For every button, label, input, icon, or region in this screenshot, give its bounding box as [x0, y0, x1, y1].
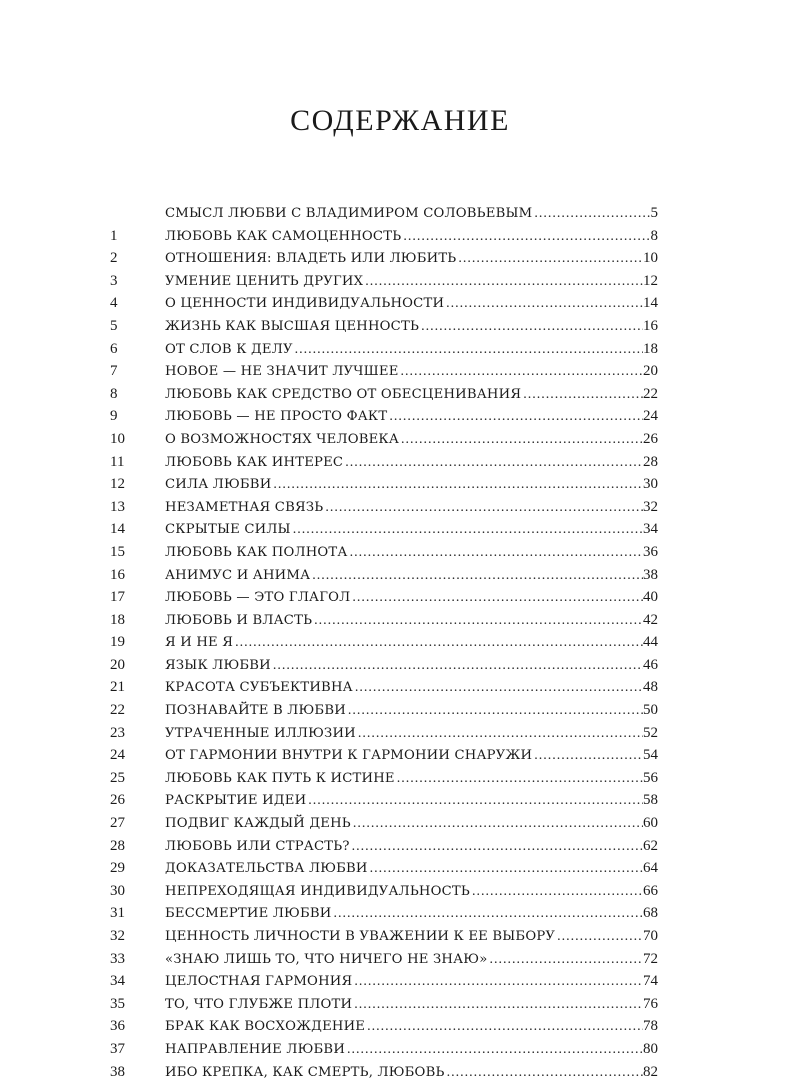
- toc-dot-leader: [345, 1039, 643, 1062]
- toc-entry[interactable]: [110, 812, 658, 835]
- toc-entry-number: 7: [110, 363, 118, 380]
- toc-entry[interactable]: [110, 993, 658, 1016]
- toc-entry-page: 30: [643, 476, 658, 493]
- toc-entry-page: 20: [643, 363, 658, 380]
- toc-entry[interactable]: [110, 722, 658, 745]
- toc-dot-leader: [419, 316, 643, 339]
- toc-entry[interactable]: [110, 767, 658, 790]
- toc-entry-page: 38: [643, 566, 658, 583]
- toc-entry-number: 25: [110, 769, 125, 786]
- toc-entry-page: 76: [643, 995, 658, 1012]
- toc-entry-title: РАСКРЫТИЕ ИДЕИ: [165, 793, 307, 809]
- toc-entry-number: 18: [110, 611, 125, 628]
- toc-entry-title: ЦЕННОСТЬ ЛИЧНОСТИ В УВАЖЕНИИ К ЕЕ ВЫБОРУ: [165, 929, 556, 944]
- toc-entry-title: НОВОЕ — НЕ ЗНАЧИТ ЛУЧШЕЕ: [165, 364, 399, 380]
- toc-dot-leader: [310, 565, 643, 588]
- toc-entry-title: СМЫСЛ ЛЮБВИ С ВЛАДИМИРОМ СОЛОВЬЕВЫМ: [165, 206, 533, 221]
- toc-entry-page: 66: [643, 882, 658, 899]
- toc-entry-page: 8: [650, 227, 658, 244]
- toc-entry-page: 50: [643, 702, 658, 719]
- toc-entry-number: 26: [110, 792, 125, 809]
- toc-entry[interactable]: [110, 428, 658, 451]
- toc-entry-title: ЛЮБОВЬ — НЕ ПРОСТО ФАКТ: [165, 409, 388, 425]
- toc-entry[interactable]: [110, 609, 658, 632]
- toc-entry-number: 34: [110, 973, 125, 990]
- toc-entry[interactable]: [110, 270, 658, 293]
- toc-entry-page: 72: [643, 950, 658, 967]
- toc-entry-number: 36: [110, 1018, 125, 1035]
- toc-entry-page: 58: [643, 792, 658, 809]
- toc-dot-leader: [293, 339, 643, 362]
- toc-entry-number: 23: [110, 724, 125, 741]
- toc-dot-leader: [363, 271, 643, 294]
- toc-entry-number: 13: [110, 498, 125, 515]
- toc-entry-number: 27: [110, 815, 125, 832]
- toc-entry-page: 78: [643, 1018, 658, 1035]
- toc-entry-page: 70: [643, 928, 658, 944]
- toc-entry[interactable]: [110, 925, 658, 948]
- toc-entry-title: БРАК КАК ВОСХОЖДЕНИЕ: [165, 1019, 366, 1035]
- toc-entry-page: 18: [643, 340, 658, 357]
- toc-dot-leader: [387, 406, 643, 429]
- toc-dot-leader: [395, 768, 643, 791]
- toc-entry-title: БЕССМЕРТИЕ ЛЮБВИ: [165, 906, 332, 922]
- toc-entry[interactable]: [110, 676, 658, 699]
- toc-entry[interactable]: [110, 202, 658, 225]
- toc-entry-title: ЖИЗНЬ КАК ВЫСШАЯ ЦЕННОСТЬ: [165, 318, 420, 334]
- toc-entry-page: 16: [643, 317, 658, 334]
- toc-entry-number: 2: [110, 250, 118, 267]
- toc-dot-leader: [399, 361, 643, 384]
- toc-entry-number: 19: [110, 634, 125, 651]
- toc-entry[interactable]: [110, 247, 658, 270]
- toc-entry-page: 82: [643, 1063, 658, 1080]
- toc-entry[interactable]: [110, 518, 658, 541]
- toc-dot-leader: [350, 587, 643, 610]
- toc-dot-leader: [365, 1016, 643, 1039]
- toc-entry-page: 60: [643, 815, 658, 832]
- toc-entry-number: 33: [110, 950, 125, 967]
- toc-entry[interactable]: [110, 473, 658, 496]
- toc-entry[interactable]: [110, 383, 658, 406]
- toc-dot-leader: [233, 632, 643, 655]
- toc-entry-title: ЛЮБОВЬ И ВЛАСТЬ: [165, 612, 313, 628]
- toc-entry-page: 80: [643, 1040, 658, 1057]
- toc-entry[interactable]: [110, 338, 658, 361]
- toc-entry[interactable]: [110, 586, 658, 609]
- toc-entry-page: 62: [643, 837, 658, 854]
- toc-entry-number: 16: [110, 566, 125, 583]
- toc-dot-leader: [312, 610, 643, 633]
- toc-entry-number: 14: [110, 521, 125, 538]
- toc-entry[interactable]: [110, 564, 658, 587]
- toc-entry-page: 34: [643, 521, 658, 538]
- page-title: СОДЕРЖАНИЕ: [290, 104, 510, 137]
- toc-entry[interactable]: [110, 315, 658, 338]
- toc-entry-title: ТО, ЧТО ГЛУБЖЕ ПЛОТИ: [165, 996, 353, 1012]
- toc-entry-title: КРАСОТА СУБЪЕКТИВНА: [165, 680, 353, 696]
- toc-dot-leader: [399, 429, 643, 452]
- toc-dot-leader: [351, 813, 643, 836]
- toc-entry-page: 54: [643, 747, 658, 764]
- toc-entry-title: ДОКАЗАТЕЛЬСТВА ЛЮБВИ: [165, 861, 368, 877]
- toc-entry-number: 32: [110, 928, 125, 944]
- toc-entry-number: 12: [110, 476, 125, 493]
- toc-dot-leader: [291, 519, 643, 542]
- toc-dot-leader: [306, 790, 643, 813]
- toc-entry-page: 44: [643, 634, 658, 651]
- toc-entry[interactable]: [110, 744, 658, 767]
- toc-entry-number: 22: [110, 702, 125, 719]
- toc-dot-leader: [271, 474, 643, 497]
- toc-dot-leader: [368, 858, 643, 881]
- toc-dot-leader: [350, 836, 643, 859]
- toc-entry-number: 8: [110, 385, 118, 402]
- toc-dot-leader: [352, 994, 643, 1017]
- toc-entry-page: 12: [643, 272, 658, 289]
- toc-entry-page: 36: [643, 543, 658, 560]
- toc-entry-title: О ЦЕННОСТИ ИНДИВИДУАЛЬНОСТИ: [165, 296, 445, 312]
- toc-entry[interactable]: [110, 699, 658, 722]
- toc-dot-leader: [445, 1062, 643, 1084]
- toc-entry-page: 5: [650, 205, 658, 221]
- toc-entry-number: 9: [110, 408, 118, 425]
- toc-entry-number: 20: [110, 656, 125, 673]
- toc-entry[interactable]: [110, 451, 658, 474]
- toc-dot-leader: [323, 497, 643, 520]
- toc-entry-number: 30: [110, 882, 125, 899]
- toc-entry-title: НЕЗАМЕТНАЯ СВЯЗЬ: [165, 499, 324, 515]
- toc-entry[interactable]: [110, 292, 658, 315]
- toc-entry-number: 10: [110, 430, 125, 447]
- toc-entry-title: НЕПРЕХОДЯЩАЯ ИНДИВИДУАЛЬНОСТЬ: [165, 883, 471, 899]
- toc-entry[interactable]: [110, 970, 658, 993]
- toc-entry-page: 26: [643, 430, 658, 447]
- toc-entry-title: УТРАЧЕННЫЕ ИЛЛЮЗИИ: [165, 725, 356, 741]
- toc-entry-number: 3: [110, 272, 118, 289]
- toc-entry-number: 21: [110, 679, 125, 696]
- toc-dot-leader: [353, 677, 643, 700]
- toc-entry-page: 56: [643, 769, 658, 786]
- toc-entry-title: ЛЮБОВЬ — ЭТО ГЛАГОЛ: [165, 590, 351, 606]
- toc-dot-leader: [401, 226, 650, 249]
- toc-entry-number: 15: [110, 543, 125, 560]
- toc-entry-title: ОТ ГАРМОНИИ ВНУТРИ К ГАРМОНИИ СНАРУЖИ: [165, 748, 533, 764]
- toc-entry-number: 4: [110, 295, 118, 312]
- toc-entry-title: ЛЮБОВЬ КАК ПУТЬ К ИСТИНЕ: [165, 770, 395, 786]
- toc-entry-number: 24: [110, 747, 125, 764]
- toc-entry-number: 38: [110, 1063, 125, 1080]
- toc-entry[interactable]: [110, 789, 658, 812]
- toc-dot-leader: [444, 293, 643, 316]
- toc-entry-page: 46: [643, 656, 658, 673]
- toc-entry-title: СИЛА ЛЮБВИ: [165, 477, 272, 493]
- toc-dot-leader: [532, 203, 650, 226]
- toc-dot-leader: [470, 881, 643, 904]
- toc-dot-leader: [352, 971, 643, 994]
- toc-entry-page: 32: [643, 498, 658, 515]
- toc-entry-title: ПОДВИГ КАЖДЫЙ ДЕНЬ: [165, 816, 351, 832]
- toc-entry[interactable]: [110, 654, 658, 677]
- toc-dot-leader: [271, 655, 643, 678]
- toc-dot-leader: [356, 723, 643, 746]
- toc-entry-page: 24: [643, 408, 658, 425]
- toc-entry[interactable]: [110, 948, 658, 971]
- toc-dot-leader: [331, 903, 643, 926]
- toc-entry[interactable]: [110, 902, 658, 925]
- toc-entry[interactable]: [110, 1038, 658, 1061]
- toc-dot-leader: [343, 452, 643, 475]
- toc-entry-title: ОТ СЛОВ К ДЕЛУ: [165, 341, 293, 357]
- toc-entry[interactable]: [110, 541, 658, 564]
- toc-dot-leader: [488, 949, 643, 972]
- toc-entry-number: 28: [110, 837, 125, 854]
- toc-entry-title: УМЕНИЕ ЦЕНИТЬ ДРУГИХ: [165, 273, 364, 289]
- toc-entry-title: ЛЮБОВЬ ИЛИ СТРАСТЬ?: [165, 838, 350, 854]
- toc-entry-number: 5: [110, 317, 118, 334]
- toc-entry[interactable]: [110, 835, 658, 858]
- toc-dot-leader: [456, 248, 643, 271]
- toc-entry-page: 28: [643, 453, 658, 470]
- toc-entry-title: ОТНОШЕНИЯ: ВЛАДЕТЬ ИЛИ ЛЮБИТЬ: [165, 251, 457, 267]
- toc-entry-page: 64: [643, 860, 658, 877]
- toc-entry-number: 11: [110, 453, 125, 470]
- toc-entry-page: 14: [643, 295, 658, 312]
- toc-entry[interactable]: [110, 1061, 658, 1084]
- toc-entry[interactable]: [110, 225, 658, 248]
- toc-dot-leader: [521, 384, 643, 407]
- toc-entry[interactable]: [110, 360, 658, 383]
- toc-entry-number: 1: [110, 227, 118, 244]
- toc-entry-page: 68: [643, 905, 658, 922]
- toc-entry-page: 42: [643, 611, 658, 628]
- toc-entry[interactable]: [110, 496, 658, 519]
- toc-entry-number: 37: [110, 1040, 125, 1057]
- toc-dot-leader: [348, 542, 643, 565]
- toc-entry-page: 22: [643, 385, 658, 402]
- toc-entry[interactable]: [110, 405, 658, 428]
- toc-entry-title: ЛЮБОВЬ КАК ПОЛНОТА: [165, 544, 348, 560]
- toc-entry-title: ИБО КРЕПКА, КАК СМЕРТЬ, ЛЮБОВЬ: [165, 1064, 445, 1080]
- toc-dot-leader: [532, 745, 643, 768]
- toc-entry-title: СКРЫТЫЕ СИЛЫ: [165, 522, 291, 538]
- toc-dot-leader: [555, 926, 643, 949]
- toc-entry-title: ЛЮБОВЬ КАК САМОЦЕННОСТЬ: [165, 228, 402, 244]
- toc-entry-title: «ЗНАЮ ЛИШЬ ТО, ЧТО НИЧЕГО НЕ ЗНАЮ»: [165, 951, 488, 967]
- toc-entry[interactable]: [110, 857, 658, 880]
- toc-entry-page: 40: [643, 589, 658, 606]
- toc-entry-title: АНИМУС И АНИМА: [165, 567, 311, 583]
- toc-entry[interactable]: [110, 1015, 658, 1038]
- toc-entry-title: ЛЮБОВЬ КАК СРЕДСТВО ОТ ОБЕСЦЕНИВАНИЯ: [165, 386, 522, 402]
- toc-entry-number: 17: [110, 589, 125, 606]
- toc-entry-number: 6: [110, 340, 118, 357]
- toc-dot-leader: [346, 700, 643, 723]
- toc-entry-title: О ВОЗМОЖНОСТЯХ ЧЕЛОВЕКА: [165, 431, 400, 447]
- toc-entry-page: 52: [643, 724, 658, 741]
- table-of-contents: [110, 202, 658, 1083]
- toc-entry-page: 74: [643, 973, 658, 990]
- toc-entry-number: 31: [110, 905, 125, 922]
- toc-entry-title: ЯЗЫК ЛЮБВИ: [165, 657, 271, 673]
- toc-entry-title: ЦЕЛОСТНАЯ ГАРМОНИЯ: [165, 974, 353, 990]
- toc-entry-number: 29: [110, 860, 125, 877]
- toc-entry-title: ЛЮБОВЬ КАК ИНТЕРЕС: [165, 454, 344, 470]
- toc-entry-page: 10: [643, 250, 658, 267]
- toc-entry-page: 48: [643, 679, 658, 696]
- toc-entry-number: 35: [110, 995, 125, 1012]
- toc-entry-title: ПОЗНАВАЙТЕ В ЛЮБВИ: [165, 703, 346, 719]
- toc-entry-title: НАПРАВЛЕНИЕ ЛЮБВИ: [165, 1041, 346, 1057]
- toc-entry[interactable]: [110, 631, 658, 654]
- toc-entry-title: Я И НЕ Я: [165, 635, 234, 651]
- toc-entry[interactable]: [110, 880, 658, 903]
